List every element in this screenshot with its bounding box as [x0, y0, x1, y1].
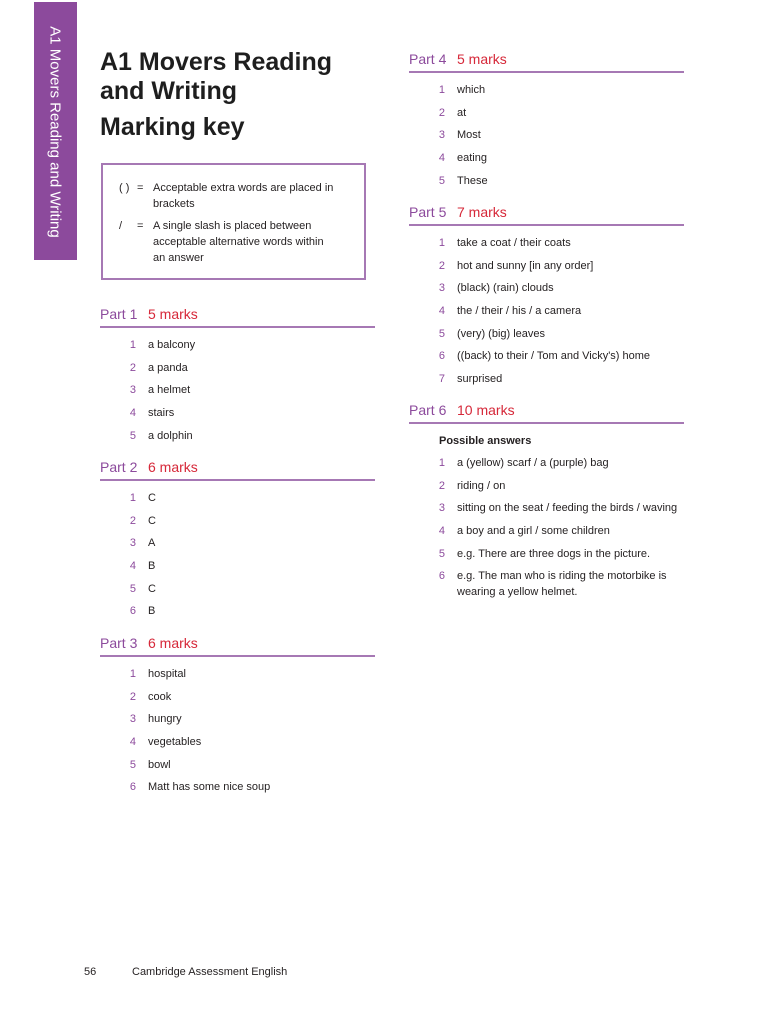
answer-number: 6: [438, 350, 445, 363]
answer-item: [409, 280, 684, 303]
answer-text: take a coat / their coats: [457, 237, 571, 249]
key-equals: =: [137, 182, 144, 194]
part-6-section: [409, 402, 684, 607]
answer-number: 3: [129, 713, 136, 726]
part-name: Part 6: [409, 402, 447, 418]
answer-text: ((back) to their / Tom and Vicky's) home: [457, 350, 651, 363]
part-name: Part 2: [100, 459, 138, 475]
answer-item: [409, 82, 684, 105]
part-2-section: [100, 459, 375, 626]
answer-text: the / their / his / a camera: [457, 305, 582, 318]
part-name: Part 5: [409, 204, 447, 220]
answer-text: B: [148, 560, 156, 573]
answer-item: [100, 603, 375, 626]
answer-text: which: [457, 84, 486, 96]
answer-number: 1: [129, 492, 136, 504]
answer-number: 2: [438, 479, 445, 492]
answer-number: 4: [129, 407, 136, 420]
answer-item: [100, 779, 375, 802]
key-symbol: /: [119, 220, 123, 232]
part-1-section: [100, 306, 375, 450]
part-name: Part 1: [100, 306, 138, 322]
title-line-3: Marking key: [100, 113, 245, 141]
part-3-section: [100, 635, 375, 802]
answer-item: [100, 757, 375, 780]
answer-item: [409, 105, 684, 128]
side-tab-label: A1 Movers Reading and Writing: [46, 26, 64, 238]
part-name: Part 4: [409, 51, 447, 67]
answer-item: [100, 711, 375, 734]
answer-text: cook: [148, 690, 172, 703]
answer-item: [100, 405, 375, 428]
answer-text: C: [148, 582, 156, 595]
answer-item: [409, 371, 684, 394]
part-marks: 10 marks: [457, 402, 515, 418]
part-heading: [100, 306, 375, 328]
part-marks: 6 marks: [148, 459, 198, 475]
answer-text: A: [148, 537, 156, 550]
part-heading: [100, 459, 375, 481]
answer-text: (black) (rain) clouds: [457, 282, 554, 295]
part-note: Possible answers: [439, 435, 532, 447]
answer-number: 4: [438, 152, 445, 165]
answer-text: at: [457, 106, 467, 119]
answer-number: 3: [438, 282, 445, 295]
answer-number: 5: [129, 429, 136, 442]
answer-text: surprised: [457, 373, 503, 386]
answer-item: [100, 382, 375, 405]
answer-number: 1: [438, 457, 445, 469]
answer-text: a boy and a girl / some children: [457, 525, 610, 538]
answer-text: a (yellow) scarf / a (purple) bag: [457, 457, 609, 469]
answer-text: e.g. The man who is riding the motorbike is wearing a yellow helmet.: [457, 570, 667, 599]
key-description: Acceptable extra words are placed in brackets: [153, 182, 334, 210]
answer-text: (very) (big) leaves: [457, 327, 546, 340]
page-title: [100, 48, 332, 142]
answer-text: sitting on the seat / feeding the birds / waving: [457, 502, 678, 515]
answer-item: [100, 535, 375, 558]
answer-number: 2: [129, 690, 136, 703]
answer-number: 1: [438, 237, 445, 249]
answer-number: 6: [129, 781, 136, 794]
part-heading: [409, 204, 684, 226]
answer-number: 2: [438, 259, 445, 272]
answer-text: e.g. There are three dogs in the picture.: [457, 547, 651, 560]
marking-key-legend: [101, 163, 366, 280]
part-heading: [409, 402, 684, 424]
answer-text: a dolphin: [148, 429, 193, 442]
key-equals: =: [137, 220, 144, 232]
key-symbol: ( ): [119, 182, 130, 194]
part-5-section: [409, 204, 684, 394]
key-description: A single slash is placed between acceptable alternative words within an answer: [153, 220, 324, 264]
part-marks: 5 marks: [148, 306, 198, 322]
answer-number: 2: [129, 361, 136, 374]
answer-number: 4: [129, 560, 136, 573]
answer-list: [100, 666, 375, 802]
answer-text: hungry: [148, 713, 182, 726]
side-tab: [34, 2, 77, 260]
answer-text: riding / on: [457, 479, 506, 492]
footer-publisher: Cambridge Assessment English: [132, 966, 288, 978]
answer-text: hospital: [148, 668, 186, 680]
answer-number: 5: [438, 174, 445, 187]
answer-number: 3: [129, 537, 136, 550]
answer-number: 3: [438, 502, 445, 515]
part-marks: 5 marks: [457, 51, 507, 67]
title-line-2: and Writing: [100, 77, 238, 105]
answer-text: eating: [457, 152, 487, 165]
answer-item: [100, 428, 375, 451]
answer-text: a helmet: [148, 384, 191, 397]
answer-item: [409, 150, 684, 173]
answer-text: B: [148, 605, 156, 618]
part-marks: 7 marks: [457, 204, 507, 220]
answer-item: [409, 303, 684, 326]
answer-item: [409, 523, 684, 546]
answer-item: [100, 360, 375, 383]
part-4-section: [409, 51, 684, 195]
answer-text: a balcony: [148, 339, 196, 351]
answer-number: 5: [438, 327, 445, 340]
answer-text: Matt has some nice soup: [148, 781, 271, 794]
title-line-1: A1 Movers Reading: [100, 48, 333, 76]
answer-item: [409, 500, 684, 523]
answer-number: 3: [129, 384, 136, 397]
answer-text: C: [148, 492, 156, 504]
answer-number: 2: [438, 106, 445, 119]
answer-item: [409, 455, 684, 478]
answer-number: 5: [438, 547, 445, 560]
part-heading: [409, 51, 684, 73]
answer-item: [100, 513, 375, 536]
part-name: Part 3: [100, 635, 138, 651]
answer-item: [409, 235, 684, 258]
answer-item: [409, 127, 684, 150]
page-number: 56: [84, 966, 97, 978]
answer-item: [409, 173, 684, 196]
answer-item: [409, 348, 684, 371]
answer-item: [100, 666, 375, 689]
answer-text: a panda: [148, 361, 188, 374]
answer-item: [409, 546, 684, 569]
answer-number: 5: [129, 758, 136, 771]
answer-text: vegetables: [148, 736, 202, 749]
answer-text: Most: [457, 129, 481, 142]
answer-list: [409, 235, 684, 394]
answer-text: These: [457, 174, 488, 187]
answer-text: hot and sunny [in any order]: [457, 259, 594, 272]
answer-item: [409, 478, 684, 501]
answer-number: 2: [129, 514, 136, 527]
answer-item: [100, 689, 375, 712]
answer-number: 6: [129, 605, 136, 618]
answer-text: stairs: [148, 407, 175, 420]
answer-number: 4: [438, 525, 445, 538]
answer-item: [409, 258, 684, 281]
answer-text: bowl: [148, 758, 171, 771]
answer-list: [100, 337, 375, 450]
answer-number: 1: [438, 84, 445, 96]
answer-text: C: [148, 514, 156, 527]
answer-number: 6: [438, 570, 445, 583]
answer-number: 1: [129, 668, 136, 680]
answer-list: [100, 490, 375, 626]
answer-list: [409, 455, 684, 607]
answer-number: 1: [129, 339, 136, 351]
answer-number: 5: [129, 582, 136, 595]
answer-item: [100, 490, 375, 513]
answer-item: [100, 558, 375, 581]
answer-item: [100, 734, 375, 757]
answer-item: [100, 337, 375, 360]
answer-item: [409, 568, 684, 607]
answer-list: [409, 82, 684, 195]
answer-item: [409, 326, 684, 349]
answer-item: [100, 581, 375, 604]
part-heading: [100, 635, 375, 657]
answer-number: 4: [438, 305, 445, 318]
part-marks: 6 marks: [148, 635, 198, 651]
answer-number: 4: [129, 736, 136, 749]
answer-number: 7: [438, 373, 445, 386]
answer-number: 3: [438, 129, 445, 142]
